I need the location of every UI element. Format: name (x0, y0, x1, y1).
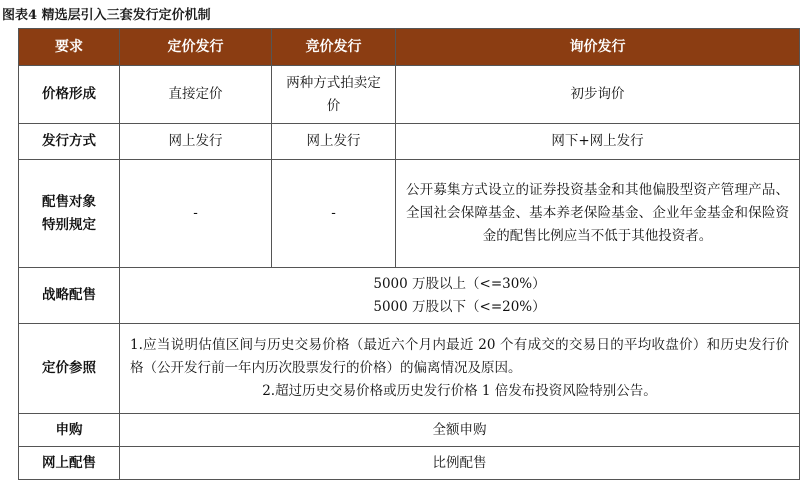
row-label-allocation: 配售对象特别规定 (19, 160, 120, 268)
cell-strategic-placement (120, 268, 800, 324)
table-row (19, 124, 800, 160)
table-row (19, 160, 800, 268)
cell-fixed-price: 直接定价 (120, 66, 272, 124)
cell-inquiry: 初步询价 (396, 66, 800, 124)
cell-subscription: 全额申购 (120, 414, 800, 447)
header-fixed-price: 定价发行 (120, 29, 272, 66)
cell-bidding: 网上发行 (272, 124, 396, 160)
table-row (19, 414, 800, 447)
cell-fixed-price: 网上发行 (120, 124, 272, 160)
issuance-mechanism-table (18, 28, 800, 480)
table-header-row (19, 29, 800, 66)
table-caption: 图表4 精选层引入三套发行定价机制 (2, 8, 211, 23)
row-label-online-placement: 网上配售 (19, 447, 120, 480)
cell-bidding: 两种方式拍卖定价 (272, 66, 396, 124)
header-bidding: 竞价发行 (272, 29, 396, 66)
cell-bidding: - (272, 160, 396, 268)
table-row (19, 447, 800, 480)
header-requirement: 要求 (19, 29, 120, 66)
strategic-line-2: 5000 万股以下（<=20%） (373, 298, 546, 315)
cell-inquiry: 公开募集方式设立的证券投资基金和其他偏股型资产管理产品、全国社会保障基金、基本养老保险基金、企业年金基金和保险资金的配售比例应当不低于其他投资者。 (396, 160, 800, 268)
reference-line-1: 1.应当说明估值区间与历史交易价格（最近六个月内最近 20 个有成交的交易日的平均收盘价）和历史发行价格（公开发行前一年内历次股票发行的价格）的偏离情况及原因。 (130, 337, 789, 376)
strategic-line-1: 5000 万股以上（<=30%） (373, 275, 546, 292)
table-row (19, 66, 800, 124)
cell-fixed-price: - (120, 160, 272, 268)
table-row (19, 324, 800, 414)
table-row (19, 268, 800, 324)
row-label-price-formation: 价格形成 (19, 66, 120, 124)
cell-pricing-reference (120, 324, 800, 414)
header-inquiry: 询价发行 (396, 29, 800, 66)
row-label-issue-method: 发行方式 (19, 124, 120, 160)
row-label-strategic-placement: 战略配售 (19, 268, 120, 324)
reference-line-2: 2.超过历史交易价格或历史发行价格 1 倍发布投资风险特别公告。 (262, 383, 657, 399)
cell-online-placement: 比例配售 (120, 447, 800, 480)
row-label-subscription: 申购 (19, 414, 120, 447)
cell-inquiry: 网下+网上发行 (396, 124, 800, 160)
row-label-pricing-reference: 定价参照 (19, 324, 120, 414)
